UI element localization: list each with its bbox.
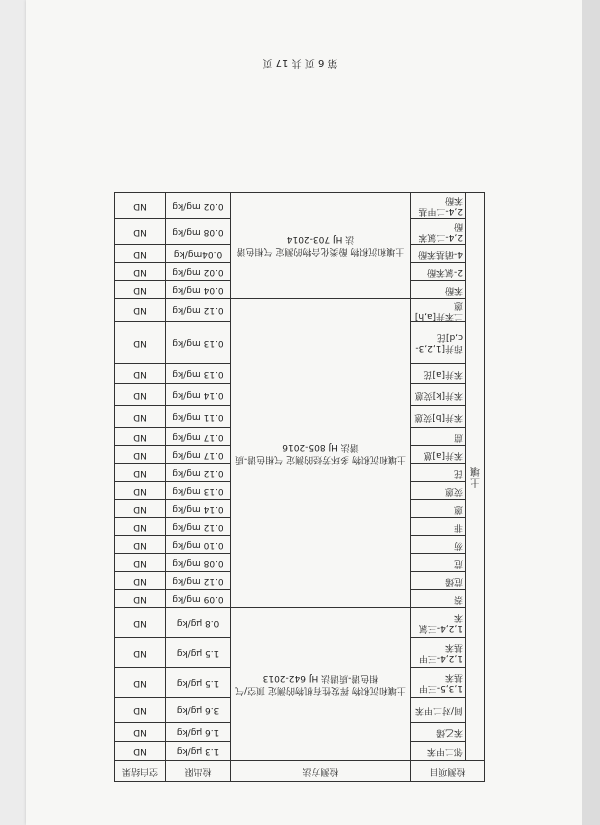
item-cell: 苯并[a]芘 [411,364,466,384]
limit-cell: 0.04mg/kg [166,245,231,263]
item-cell: 蒽 [411,500,466,518]
limit-cell: 0.12 mg/kg [166,518,231,536]
limit-cell: 0.08 mg/kg [166,554,231,572]
result-cell: ND [115,590,166,608]
header-limit: 检出限 [166,761,231,782]
result-cell: ND [115,322,166,364]
result-cell: ND [115,608,166,638]
item-cell: 菲 [411,518,466,536]
item-cell: 邻二甲苯 [411,742,466,761]
table-row [115,742,485,761]
result-cell: ND [115,698,166,723]
method-cell: 土壤和沉积物 酚类化合物的测定 气相色谱法 HJ 703-2014 [231,193,411,299]
limit-cell: 1.3 μg/kg [166,742,231,761]
item-cell: 4-硝基苯酚 [411,245,466,263]
result-cell: ND [115,281,166,299]
limit-cell: 0.17 mg/kg [166,446,231,464]
limit-cell: 0.14 mg/kg [166,500,231,518]
header-method: 检测方法 [231,761,411,782]
result-cell: ND [115,384,166,406]
item-cell: 萘 [411,590,466,608]
test-results-table [114,192,485,782]
limit-cell: 0.8 μg/kg [166,608,231,638]
header-item: 检测项目 [411,761,485,782]
result-cell: ND [115,536,166,554]
table-body [115,193,485,761]
limit-cell: 1.5 μg/kg [166,638,231,668]
result-cell: ND [115,428,166,446]
page-number: 第 6 页 共 17 页 [262,57,338,68]
result-cell: ND [115,723,166,742]
method-cell: 土壤和沉积物 多环芳烃的测定 气相色谱-质谱法 HJ 805-2016 [231,299,411,608]
item-cell: 2-氯苯酚 [411,263,466,281]
limit-cell: 0.12 mg/kg [166,572,231,590]
item-cell: 苯并[a]蒽 [411,446,466,464]
limit-cell: 0.02 mg/kg [166,193,231,219]
limit-cell: 0.09 mg/kg [166,590,231,608]
item-cell: 苊 [411,554,466,572]
limit-cell: 3.6 μg/kg [166,698,231,723]
item-cell: 茚并[1,2,3-c,d]芘 [411,322,466,364]
result-cell: ND [115,518,166,536]
item-cell: 1,2,4-三甲基苯 [411,638,466,668]
result-cell: ND [115,219,166,245]
item-cell: 苯酚 [411,281,466,299]
table-row [115,590,485,608]
item-cell: 芘 [411,464,466,482]
header-result: 空白结果 [115,761,166,782]
item-cell: 1,2,4-三氯苯 [411,608,466,638]
item-cell: 苯乙烯 [411,723,466,742]
result-cell: ND [115,464,166,482]
item-cell: 1,3,5-三甲基苯 [411,668,466,698]
table-row [115,281,485,299]
result-cell: ND [115,500,166,518]
item-cell: 2,4-二甲基苯酚 [411,193,466,219]
item-cell: 芴 [411,536,466,554]
result-cell: ND [115,299,166,322]
limit-cell: 1.6 μg/kg [166,723,231,742]
result-cell: ND [115,668,166,698]
result-cell: ND [115,263,166,281]
limit-cell: 0.13 mg/kg [166,364,231,384]
result-cell: ND [115,554,166,572]
limit-cell: 0.04 mg/kg [166,281,231,299]
item-cell: 2,4-二氯苯酚 [411,219,466,245]
item-cell: 苯并[b]荧蒽 [411,406,466,428]
limit-cell: 0.17 mg/kg [166,428,231,446]
limit-cell: 0.12 mg/kg [166,299,231,322]
limit-cell: 0.10 mg/kg [166,536,231,554]
limit-cell: 0.02 mg/kg [166,263,231,281]
result-cell: ND [115,193,166,219]
limit-cell: 0.14 mg/kg [166,384,231,406]
category-cell: 土壤 [466,193,485,761]
item-cell: 苯并[k]荧蒽 [411,384,466,406]
item-cell: 苊烯 [411,572,466,590]
item-cell: 荧蒽 [411,482,466,500]
result-cell: ND [115,364,166,384]
item-cell: 间/对二甲苯 [411,698,466,723]
result-cell: ND [115,742,166,761]
limit-cell: 0.13 mg/kg [166,322,231,364]
limit-cell: 0.08 mg/kg [166,219,231,245]
item-cell: 二苯并[a,h]蒽 [411,299,466,322]
result-cell: ND [115,638,166,668]
table-header-row [115,761,485,782]
result-cell: ND [115,245,166,263]
result-cell: ND [115,446,166,464]
result-cell: ND [115,406,166,428]
limit-cell: 1.5 μg/kg [166,668,231,698]
result-cell: ND [115,482,166,500]
limit-cell: 0.13 mg/kg [166,482,231,500]
method-cell: 土壤和沉积物 挥发性有机物的测定 顶空/气相色谱-质谱法 HJ 642-2013 [231,608,411,761]
result-cell: ND [115,572,166,590]
limit-cell: 0.12 mg/kg [166,464,231,482]
limit-cell: 0.11 mg/kg [166,406,231,428]
item-cell: 䓛 [411,428,466,446]
